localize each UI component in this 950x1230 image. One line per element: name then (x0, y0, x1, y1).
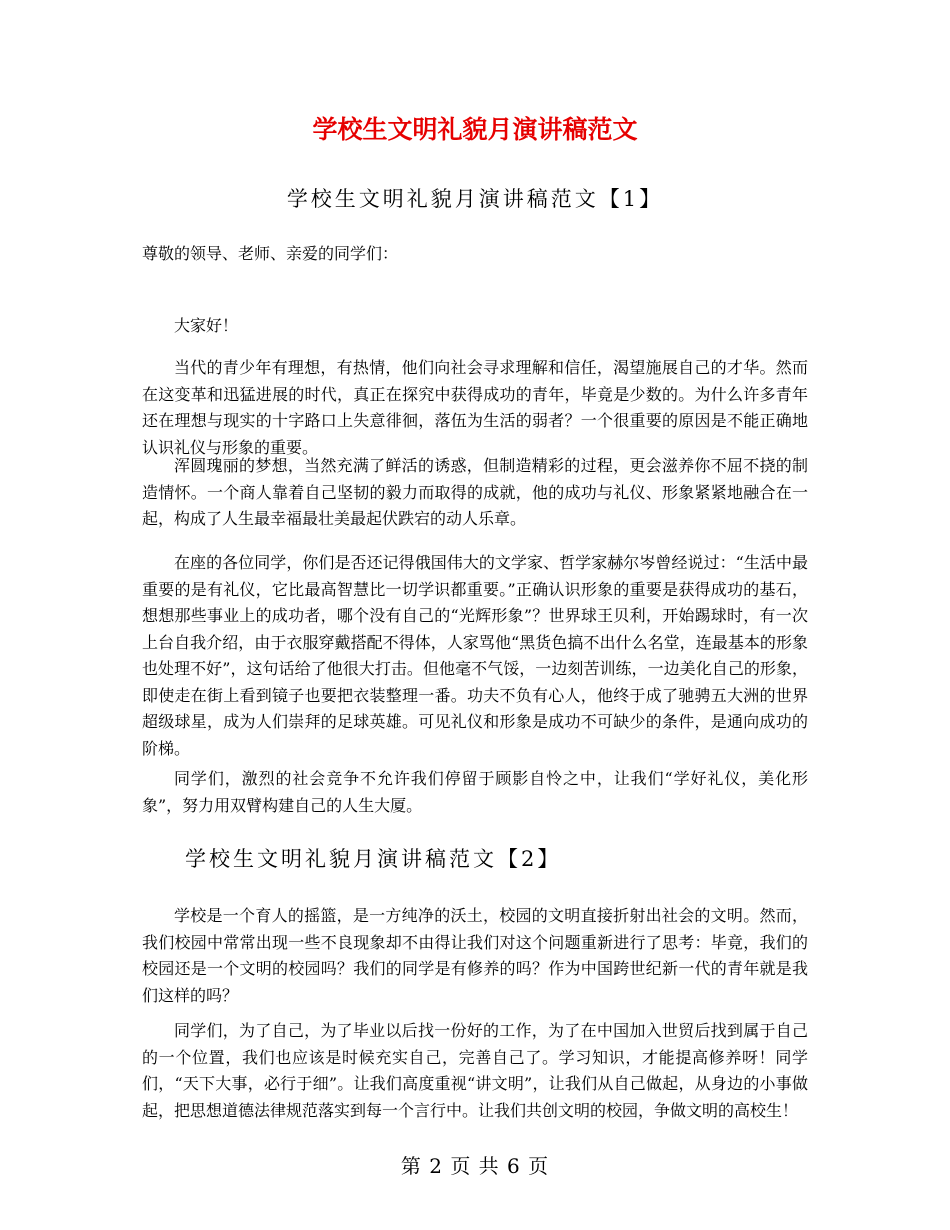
document-title: 学校生文明礼貌月演讲稿范文 (312, 115, 638, 144)
paragraph: 当代的青少年有理想，有热情，他们向社会寻求理解和信任，渴望施展自己的才华。然而在这变革和迅猛进展的时代，真正在探究中获得成功的青年，毕竟是少数的。为什么许多青年还在理想与现实的十字路口上失意徘徊，落伍为生活的弱者？一个很重要的原因是不能正确地认识礼仪与形象的重要。 (142, 358, 808, 457)
greeting: 大家好！ (174, 316, 239, 335)
paragraph: 学校是一个育人的摇篮，是一方纯净的沃土，校园的文明直接折射出社会的文明。然而，我们校园中常常出现一些不良现象却不由得让我们对这个问题重新进行了思考：毕竟，我们的校园还是一个文明的校园吗？我们的同学是有修养的吗？作为中国跨世纪新一代的青年就是我们这样的吗？ (142, 906, 808, 1005)
section-heading-2: 学校生文明礼貌月演讲稿范文【2】 (185, 847, 562, 871)
paragraph: 在座的各位同学，你们是否还记得俄国伟大的文学家、哲学家赫尔岑曾经说过：“生活中最重要的是有礼仪，它比最高智慧比一切学识都重要。”正确认识形象的重要是获得成功的基石，想想那些事业上的成功者，哪个没有自己的“光辉形象”？世界球王贝利，开始踢球时，有一次上台自我介绍，由于衣服穿戴搭配不得体，人家骂他“黑货色搞不出什么名堂，连最基本的形象也处理不好”，这句话给了他很大打击。但他毫不气馁，一边刻苦训练，一边美化自己的形象，即使走在街上看到镜子也要把衣装整理一番。功夫不负有心人，他终于成了驰骋五大洲的世界超级球星，成为人们崇拜的足球英雄。可见礼仪和形象是成功不可缺少的条件，是通向成功的阶梯。 (142, 553, 808, 758)
salutation: 尊敬的领导、老师、亲爱的同学们： (142, 244, 399, 263)
paragraph: 同学们，为了自己，为了毕业以后找一份好的工作，为了在中国加入世贸后找到属于自己的一个位置，我们也应该是时候充实自己，完善自己了。学习知识，才能提高修养呀！同学们，“天下大事，必行于细”。让我们高度重视“讲文明”，让我们从自己做起，从身边的小事做起，把思想道德法律规范落实到每一个言行中。让我们共创文明的校园，争做文明的高校生！ (142, 1021, 808, 1120)
section-heading-1: 学校生文明礼貌月演讲稿范文【1】 (286, 187, 664, 211)
paragraph: 浑圆瑰丽的梦想，当然充满了鲜活的诱惑，但制造精彩的过程，更会滋养你不屈不挠的制造情怀。一个商人靠着自己坚韧的毅力而取得的成就，他的成功与礼仪、形象紧紧地融合在一起，构成了人生最幸福最壮美最起伏跌宕的动人乐章。 (142, 456, 808, 528)
paragraph: 同学们，激烈的社会竞争不允许我们停留于顾影自怜之中，让我们“学好礼仪，美化形象”，努力用双臂构建自己的人生大厦。 (142, 769, 808, 815)
page-number-footer: 第 2 页 共 6 页 (400, 1154, 550, 1178)
